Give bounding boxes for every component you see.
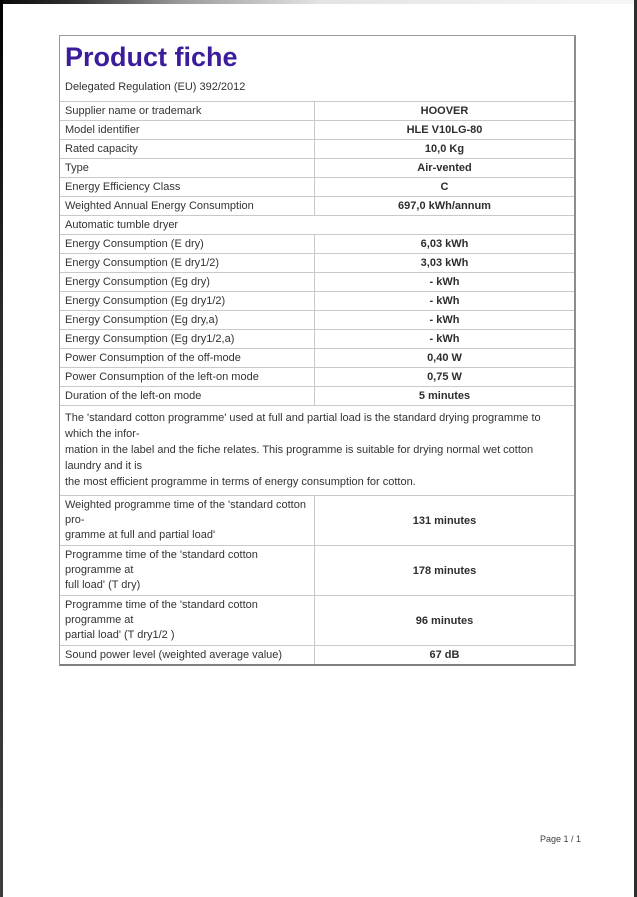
- row-label: Model identifier: [60, 121, 315, 139]
- table-row: [60, 139, 574, 158]
- row-label-line: partial load' (T dry1/2 ): [65, 629, 175, 641]
- standard-cotton-note: [60, 405, 574, 495]
- table-row: [60, 545, 574, 595]
- row-value: 10,0 Kg: [424, 143, 465, 155]
- table-row: [60, 101, 574, 120]
- page-title: Product fiche: [65, 42, 238, 72]
- row-label: Energy Consumption (Eg dry): [60, 273, 315, 291]
- row-value: - kWh: [429, 333, 460, 345]
- row-value: 178 minutes: [412, 564, 477, 577]
- row-value: Air-vented: [417, 162, 472, 174]
- row-label-line: gramme at full and partial load': [65, 529, 216, 541]
- table-row: [60, 367, 574, 386]
- row-label: Type: [60, 159, 315, 177]
- table-row: [60, 272, 574, 291]
- regulation-subtitle: Delegated Regulation (EU) 392/2012: [65, 81, 246, 93]
- row-value: 67 dB: [429, 649, 460, 661]
- row-label: Energy Consumption (E dry): [60, 235, 315, 253]
- row-value: 96 minutes: [415, 614, 474, 627]
- screen-edge-left-artifact: [0, 0, 3, 897]
- table-section-row: [60, 215, 574, 234]
- row-value: HOOVER: [420, 105, 469, 117]
- row-label: Energy Consumption (Eg dry,a): [60, 311, 315, 329]
- row-value: - kWh: [429, 276, 460, 288]
- row-value: 697,0 kWh/annum: [398, 200, 491, 212]
- row-value: 0,40 W: [427, 352, 462, 364]
- row-value: 5 minutes: [418, 390, 471, 402]
- row-label: [60, 546, 315, 595]
- table-row: [60, 120, 574, 139]
- row-value: C: [440, 181, 449, 193]
- table-row: [60, 253, 574, 272]
- table-row: [60, 177, 574, 196]
- row-label: Duration of the left-on mode: [60, 387, 315, 405]
- row-label: Sound power level (weighted average value): [60, 646, 315, 664]
- row-label: Energy Efficiency Class: [60, 178, 315, 196]
- screen-edge-top-artifact: [0, 0, 637, 4]
- row-value: 6,03 kWh: [420, 238, 469, 250]
- table-row: [60, 234, 574, 253]
- row-label: Energy Consumption (Eg dry1/2,a): [60, 330, 315, 348]
- row-label: Power Consumption of the off-mode: [60, 349, 315, 367]
- table-row: [60, 595, 574, 645]
- table-row: [60, 329, 574, 348]
- row-value: - kWh: [429, 295, 460, 307]
- document-header: [60, 36, 574, 101]
- table-row: [60, 291, 574, 310]
- row-label: Supplier name or trademark: [60, 102, 315, 120]
- row-label: Energy Consumption (E dry1/2): [60, 254, 315, 272]
- product-fiche-table: [59, 35, 576, 666]
- row-label: [60, 596, 315, 645]
- table-row: [60, 196, 574, 215]
- page-indicator: Page 1 / 1: [540, 834, 582, 844]
- row-label: Energy Consumption (Eg dry1/2): [60, 292, 315, 310]
- table-row: [60, 495, 574, 545]
- row-label-line: Programme time of the 'standard cotton programme at: [65, 549, 258, 576]
- row-label-line: Programme time of the 'standard cotton programme at: [65, 599, 258, 626]
- row-label: Power Consumption of the left-on mode: [60, 368, 315, 386]
- row-label: Weighted Annual Energy Consumption: [60, 197, 315, 215]
- table-row: [60, 348, 574, 367]
- row-value: 131 minutes: [412, 514, 477, 527]
- table-row: [60, 645, 574, 664]
- row-label-line: full load' (T dry): [65, 579, 141, 591]
- table-row: [60, 158, 574, 177]
- table-row: [60, 386, 574, 405]
- row-value: 3,03 kWh: [420, 257, 469, 269]
- section-label: Automatic tumble dryer: [65, 219, 179, 231]
- note-line: The 'standard cotton programme' used at full and partial load is the standard drying programme to which the infor-: [65, 412, 541, 440]
- table-row: [60, 310, 574, 329]
- row-value: 0,75 W: [427, 371, 462, 383]
- row-value: - kWh: [429, 314, 460, 326]
- row-label: [60, 496, 315, 545]
- note-line: mation in the label and the fiche relates. This programme is suitable for drying normal wet cotton laundry and it is: [65, 444, 534, 472]
- row-value: HLE V10LG-80: [406, 124, 483, 136]
- row-label: Rated capacity: [60, 140, 315, 158]
- row-label-line: Weighted programme time of the 'standard cotton pro-: [65, 499, 306, 526]
- note-line: the most efficient programme in terms of energy consumption for cotton.: [65, 476, 416, 488]
